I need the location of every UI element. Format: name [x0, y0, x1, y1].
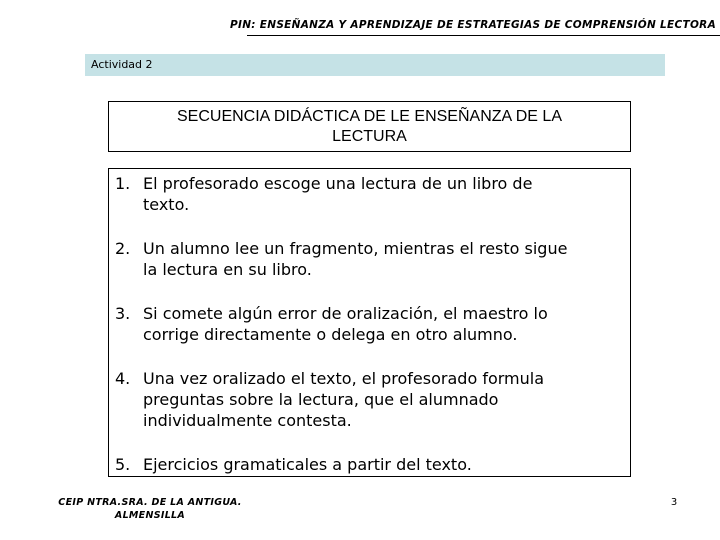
title-line-2: LECTURA	[332, 128, 407, 145]
footer-line-1: CEIP NTRA.SRA. DE LA ANTIGUA.	[58, 497, 242, 508]
steps-box	[108, 168, 631, 477]
step-line: texto.	[143, 195, 190, 214]
step-1	[115, 173, 622, 215]
step-number: 3.	[115, 304, 131, 323]
step-4	[115, 368, 622, 431]
step-line: Una vez oralizado el texto, el profesorado formula	[143, 369, 545, 388]
step-line: individualmente contesta.	[143, 411, 352, 430]
step-number: 1.	[115, 174, 131, 193]
step-text	[143, 303, 622, 345]
step-line: El profesorado escoge una lectura de un libro de	[143, 174, 533, 193]
step-text	[143, 238, 622, 280]
step-text	[143, 173, 622, 215]
footer-school	[30, 496, 270, 522]
title-line-1: SECUENCIA DIDÁCTICA DE LE ENSEÑANZA DE LA	[177, 108, 562, 125]
step-number: 2.	[115, 239, 131, 258]
step-line: Ejercicios gramaticales a partir del texto.	[143, 455, 472, 474]
step-line: Un alumno lee un fragmento, mientras el resto sigue	[143, 239, 568, 258]
step-text	[143, 454, 622, 475]
header-rule	[247, 35, 720, 36]
step-line: preguntas sobre la lectura, que el alumnado	[143, 390, 499, 409]
header-title: PIN: ENSEÑANZA Y APRENDIZAJE DE ESTRATEGIAS DE COMPRENSIÓN LECTORA	[230, 19, 716, 31]
page-number: 3	[670, 497, 678, 508]
activity-bar: Actividad 2	[85, 54, 665, 76]
title-box	[108, 101, 631, 152]
footer-line-2: ALMENSILLA	[114, 510, 186, 521]
step-2	[115, 238, 622, 280]
step-5	[115, 454, 622, 475]
step-number: 4.	[115, 369, 131, 388]
step-3	[115, 303, 622, 345]
step-line: Si comete algún error de oralización, el maestro lo	[143, 304, 548, 323]
step-text	[143, 368, 622, 431]
step-line: corrige directamente o delega en otro alumno.	[143, 325, 518, 344]
step-line: la lectura en su libro.	[143, 260, 312, 279]
step-number: 5.	[115, 455, 131, 474]
